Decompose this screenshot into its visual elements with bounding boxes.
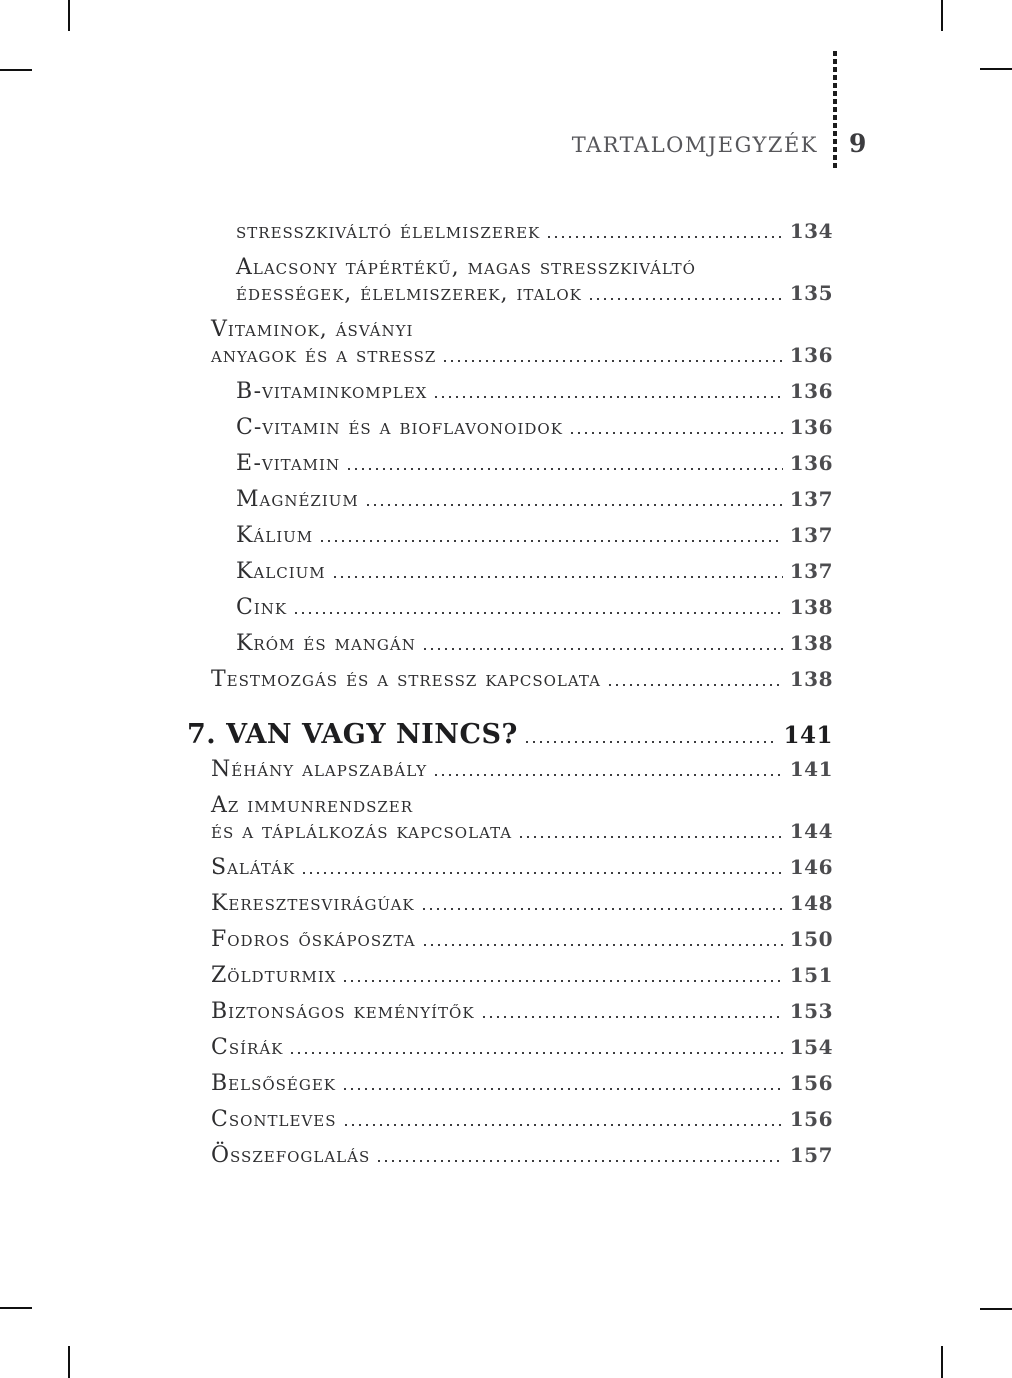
toc-entry-row xyxy=(211,855,833,881)
toc-entry-label: Csontleves xyxy=(211,1107,337,1132)
toc-entry-line: Alacsony tápértékű, magas stresszkiváltó xyxy=(236,255,696,280)
toc-entry-row xyxy=(211,963,833,989)
toc-entry-row xyxy=(236,379,833,405)
toc-entry-row xyxy=(236,487,833,513)
dot-leader xyxy=(435,774,783,776)
dot-leader xyxy=(378,1160,783,1162)
dot-leader xyxy=(291,1052,782,1054)
running-head-title: TARTALOMJEGYZÉK xyxy=(571,133,818,157)
dot-leader xyxy=(548,236,783,238)
toc-entry-page-number: 141 xyxy=(789,757,833,781)
toc-entry-page-number: 138 xyxy=(789,595,833,619)
toc-list xyxy=(187,219,833,1179)
toc-entry xyxy=(187,631,833,657)
toc-entry-label: 7. VAN VAGY NINCS? xyxy=(187,719,518,750)
toc-entry xyxy=(187,927,833,953)
toc-entry-row xyxy=(236,559,833,585)
toc-entry-label: és a táplálkozás kapcsolata xyxy=(211,819,513,844)
toc-entry xyxy=(187,487,833,513)
crop-mark-bottom-left-vertical xyxy=(68,1346,70,1378)
toc-entry-page-number: 137 xyxy=(789,559,833,583)
toc-entry xyxy=(187,999,833,1025)
dot-leader xyxy=(609,684,783,686)
dot-leader xyxy=(520,836,783,838)
dot-leader xyxy=(423,908,783,910)
dot-leader xyxy=(344,980,782,982)
toc-entry xyxy=(187,523,833,549)
toc-entry-page-number: 144 xyxy=(789,819,833,843)
toc-entry-label: Kalcium xyxy=(236,559,326,584)
dot-leader xyxy=(303,872,783,874)
toc-entry-page-number: 134 xyxy=(789,219,833,243)
toc-entry-page-number: 156 xyxy=(789,1107,833,1131)
toc-entry-row xyxy=(236,415,833,441)
crop-mark-top-right-vertical xyxy=(941,0,943,31)
toc-entry-row xyxy=(211,667,833,693)
toc-entry-page-number: 157 xyxy=(789,1143,833,1167)
toc-entry-page-number: 138 xyxy=(789,667,833,691)
toc-entry-page-number: 135 xyxy=(789,281,833,305)
toc-entry-page-number: 136 xyxy=(789,451,833,475)
toc-entry-page-number: 146 xyxy=(789,855,833,879)
dot-leader xyxy=(435,396,782,398)
crop-mark-top-left-vertical xyxy=(68,0,70,31)
toc-entry-page-number: 136 xyxy=(789,343,833,367)
dot-leader xyxy=(367,504,783,506)
toc-entry xyxy=(187,595,833,621)
crop-mark-top-left-horizontal xyxy=(0,69,32,71)
toc-entry-page-number: 137 xyxy=(789,523,833,547)
running-head-page-number: 9 xyxy=(849,129,867,158)
running-head-dotted-divider xyxy=(833,51,837,170)
toc-entry-row xyxy=(211,1035,833,1061)
dot-leader xyxy=(444,360,782,362)
toc-entry-label: Fodros őskáposzta xyxy=(211,927,416,952)
toc-entry-page-number: 138 xyxy=(789,631,833,655)
toc-entry-row xyxy=(236,523,833,549)
toc-entry-page-number: 153 xyxy=(789,999,833,1023)
dot-leader xyxy=(295,612,783,614)
crop-mark-bottom-left-horizontal xyxy=(0,1307,32,1309)
toc-entry-row xyxy=(211,819,833,845)
toc-entry xyxy=(187,317,833,369)
toc-entry xyxy=(187,667,833,693)
toc-entry-label: Cink xyxy=(236,595,288,620)
toc-entry-label: stresszkiváltó élelmiszerek xyxy=(236,219,541,244)
dot-leader xyxy=(344,1088,783,1090)
toc-entry xyxy=(187,1071,833,1097)
toc-entry-page-number: 156 xyxy=(789,1071,833,1095)
toc-entry xyxy=(187,559,833,585)
toc-entry-row xyxy=(211,757,833,783)
toc-entry-label: Testmozgás és a stressz kapcsolata xyxy=(211,667,601,692)
toc-entry-label: anyagok és a stressz xyxy=(211,343,437,368)
toc-entry-label: Keresztesvirágúak xyxy=(211,891,415,916)
toc-entry-label: E-vitamin xyxy=(236,451,341,476)
toc-entry-line: Az immunrendszer xyxy=(211,793,414,818)
toc-entry-label: Belsőségek xyxy=(211,1071,337,1096)
toc-entry-page-number: 151 xyxy=(789,963,833,987)
toc-entry-label: édességek, élelmiszerek, italok xyxy=(236,281,582,306)
toc-entry-row xyxy=(236,281,833,307)
toc-entry xyxy=(187,219,833,245)
toc-entry-row xyxy=(211,1071,833,1097)
toc-entry-row xyxy=(187,717,833,753)
toc-entry-row xyxy=(236,631,833,657)
toc-entry-page-number: 136 xyxy=(789,379,833,403)
toc-entry xyxy=(187,379,833,405)
toc-entry-page-number: 154 xyxy=(789,1035,833,1059)
toc-entry-page-number: 136 xyxy=(789,415,833,439)
toc-entry-label: Zöldturmix xyxy=(211,963,337,988)
toc-entry-label: Összefoglalás xyxy=(211,1143,371,1168)
toc-entry-row xyxy=(211,343,833,369)
toc-entry-row xyxy=(211,999,833,1025)
toc-entry-row xyxy=(211,1107,833,1133)
dot-leader xyxy=(483,1016,783,1018)
toc-entry xyxy=(187,757,833,783)
toc-entry-label: Kálium xyxy=(236,523,314,548)
crop-mark-bottom-right-horizontal xyxy=(980,1308,1012,1310)
dot-leader xyxy=(526,741,777,743)
toc-entry xyxy=(187,1107,833,1133)
toc-entry-label: Biztonságos keményítők xyxy=(211,999,475,1024)
toc-entry-label: Néhány alapszabály xyxy=(211,757,428,782)
toc-entry-row xyxy=(236,219,833,245)
dot-leader xyxy=(334,576,783,578)
crop-mark-top-right-horizontal xyxy=(980,68,1012,70)
toc-entry xyxy=(187,1035,833,1061)
toc-entry-row xyxy=(236,451,833,477)
dot-leader xyxy=(345,1124,783,1126)
dot-leader xyxy=(590,298,783,300)
toc-entry xyxy=(187,793,833,845)
crop-mark-bottom-right-vertical xyxy=(941,1346,943,1378)
dot-leader xyxy=(571,432,783,434)
toc-entry-page-number: 148 xyxy=(789,891,833,915)
dot-leader xyxy=(348,468,783,470)
toc-entry xyxy=(187,415,833,441)
toc-entry-row xyxy=(211,1143,833,1169)
toc-entry-label: C-vitamin és a bioflavonoidok xyxy=(236,415,563,440)
toc-entry-page-number: 137 xyxy=(789,487,833,511)
toc-entry xyxy=(187,255,833,307)
toc-entry-page-number: 141 xyxy=(783,722,833,749)
toc-entry-page-number: 150 xyxy=(789,927,833,951)
dot-leader xyxy=(424,944,783,946)
toc-entry-row xyxy=(211,891,833,917)
toc-entry-label: Saláták xyxy=(211,855,296,880)
toc-entry xyxy=(187,891,833,917)
toc-entry-label: Króm és mangán xyxy=(236,631,416,656)
toc-chapter-entry xyxy=(187,717,833,753)
dot-leader xyxy=(321,540,783,542)
toc-entry-label: Magnézium xyxy=(236,487,359,512)
toc-entry xyxy=(187,855,833,881)
dot-leader xyxy=(424,648,783,650)
toc-entry xyxy=(187,963,833,989)
toc-entry xyxy=(187,451,833,477)
toc-entry-line: Vitaminok, ásványi xyxy=(211,317,414,342)
toc-entry-row xyxy=(211,927,833,953)
toc-entry-row xyxy=(236,595,833,621)
toc-entry-label: B-vitaminkomplex xyxy=(236,379,428,404)
toc-entry-label: Csírák xyxy=(211,1035,284,1060)
toc-entry xyxy=(187,1143,833,1169)
